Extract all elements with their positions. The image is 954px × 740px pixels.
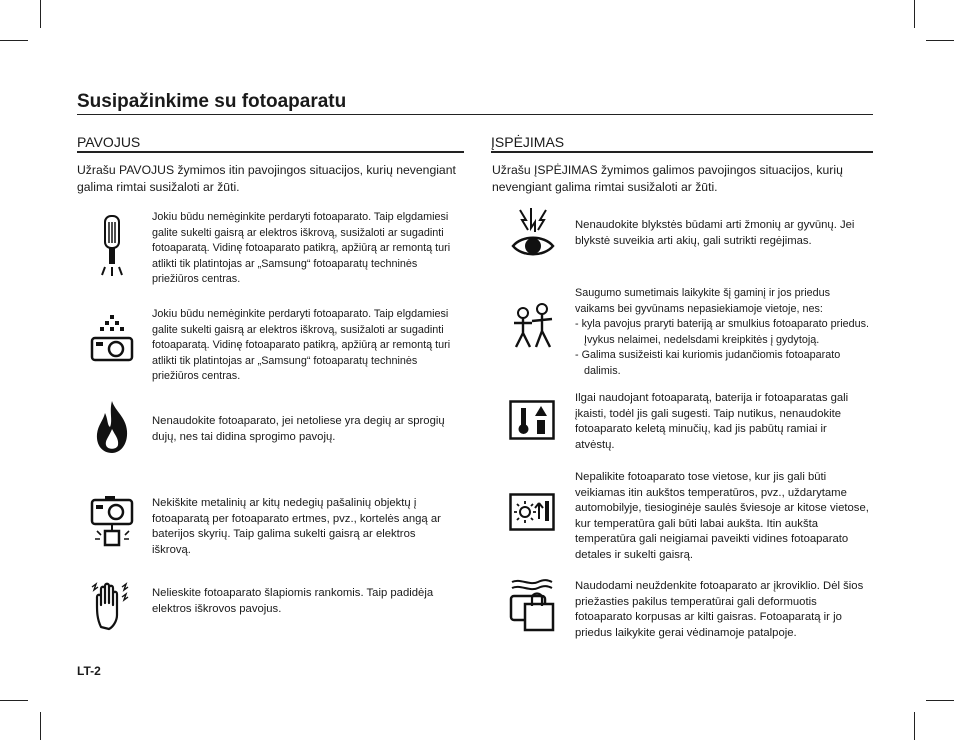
warning-item-4: Nepalikite fotoaparato tose vietose, kur jis gali būti veikiamas itin aukštos temperatūros, pvz., uždarytame automobilyje, tiesioginėje saulės šviesoje ar kitose vietose, kur temperatūra gali būti labai aukšta. Itin aukšta temperatūra gali neigiamai paveikti vidines fotoaparato detales ir sukelti gaisrą. (575, 471, 869, 561)
warning-item-2-line2: vaikams bei gyvūnams nepasiekiamoje vietoje, nes: (575, 302, 823, 315)
danger-intro: Užrašu PAVOJUS žymimos itin pavojingos situacijos, kurių nevengiant galima rimtai susižaloti ar žūti. (77, 163, 456, 194)
danger-item-2: Jokiu būdu nemėginkite perdaryti fotoaparato. Taip elgdamiesi galite sukelti gaisrą ar elektros iškrovą, susižaloti ar sugadinti fotoaparatą. Vidinę fotoaparato patikrą, apžiūrą ar remontą turi atlikti tik platintojas ar „Samsung“ fotoaparatų techninės priežiūros centras. (152, 308, 451, 382)
children-icon (508, 303, 558, 351)
warning-item-3: Ilgai naudojant fotoaparatą, baterija ir fotoaparatas gali įkaisti, todėl jis gali sugesti. Taip nutikus, nenaudokite fotoaparato keletą minučių, kad jis pabūtų ramiai ir atvėstų. (575, 392, 849, 451)
crop-mark (926, 700, 954, 701)
danger-item-4: Nekiškite metalinių ar kitų nedegių pašalinių objektų į fotoaparatą per fotoaparato ertmes, pvz., kortelės angą ar baterijos skyrių. Taip galima sukelti gaisrą ar elektros iškrovą. (152, 497, 441, 556)
page-number: LT-2 (77, 664, 101, 678)
crop-mark (0, 40, 28, 41)
wet-hand-icon (91, 581, 133, 631)
warning-item-5: Naudodami neuždenkite fotoaparato ar įkroviklio. Dėl šios priežasties pakilus temperatūrai gali deformuotis fotoaparato korpusas ar kilti gaisras. Fotoaparatą ir jo priedus laikykite gerai vėdinamoje patalpoje. (575, 580, 864, 639)
warning-heading: ĮSPĖJIMAS (491, 135, 873, 153)
warning-intro: Užrašu ĮSPĖJIMAS žymimos galimos pavojingos situacijos, kurių nevengiant galima rimtai susižaloti ar žūti. (492, 163, 843, 194)
page-title: Susipažinkime su fotoaparatu (77, 92, 873, 115)
fire-icon (93, 399, 131, 455)
crop-mark (926, 40, 954, 41)
warning-item-2-bullet1: - kyla pavojus praryti bateriją ar smulkius fotoaparato priedus. Įvykus nelaimei, nedelsdami kreipkitės į gydytoją. (575, 318, 870, 346)
hot-temperature-icon (509, 400, 555, 440)
flash-eye-icon (510, 206, 556, 266)
danger-heading: PAVOJUS (77, 135, 464, 153)
danger-item-3: Nenaudokite fotoaparato, jei netoliese yra degių ar sprogių dujų, nes tai didina sprogimo pavojų. (152, 415, 445, 443)
sun-car-icon (509, 493, 555, 531)
warning-item-2-line1: Saugumo sumetimais laikykite šį gaminį ir jos priedus (575, 287, 831, 299)
camera-metal-object-icon (89, 495, 135, 551)
covered-charger-icon (508, 576, 556, 632)
danger-item-5: Nelieskite fotoaparato šlapiomis rankomis. Taip padidėja elektros iškrovos pavojus. (152, 587, 434, 615)
crop-mark (40, 0, 41, 28)
warning-item-1: Nenaudokite blykstės būdami arti žmonių ar gyvūnų. Jei blykstė suveikia arti akių, gali sutrikti regėjimas. (575, 219, 855, 247)
danger-item-1: Jokiu būdu nemėginkite perdaryti fotoaparato. Taip elgdamiesi galite sukelti gaisrą ar elektros iškrovą, susižaloti ar sugadinti fotoaparatą. Vidinę fotoaparato patikrą, apžiūrą ar remontą turi atlikti tik platintojas ar „Samsung“ fotoaparatų techninės priežiūros centras. (152, 211, 451, 285)
crop-mark (914, 712, 915, 740)
crop-mark (914, 0, 915, 28)
warning-item-2-bullet2: - Galima susižeisti kai kuriomis judančiomis fotoaparato dalimis. (575, 349, 841, 377)
crop-mark (40, 712, 41, 740)
screwdriver-icon (95, 213, 129, 279)
crop-mark (0, 700, 28, 701)
camera-sparks-icon (89, 313, 135, 363)
warning-item-2 (575, 286, 873, 379)
